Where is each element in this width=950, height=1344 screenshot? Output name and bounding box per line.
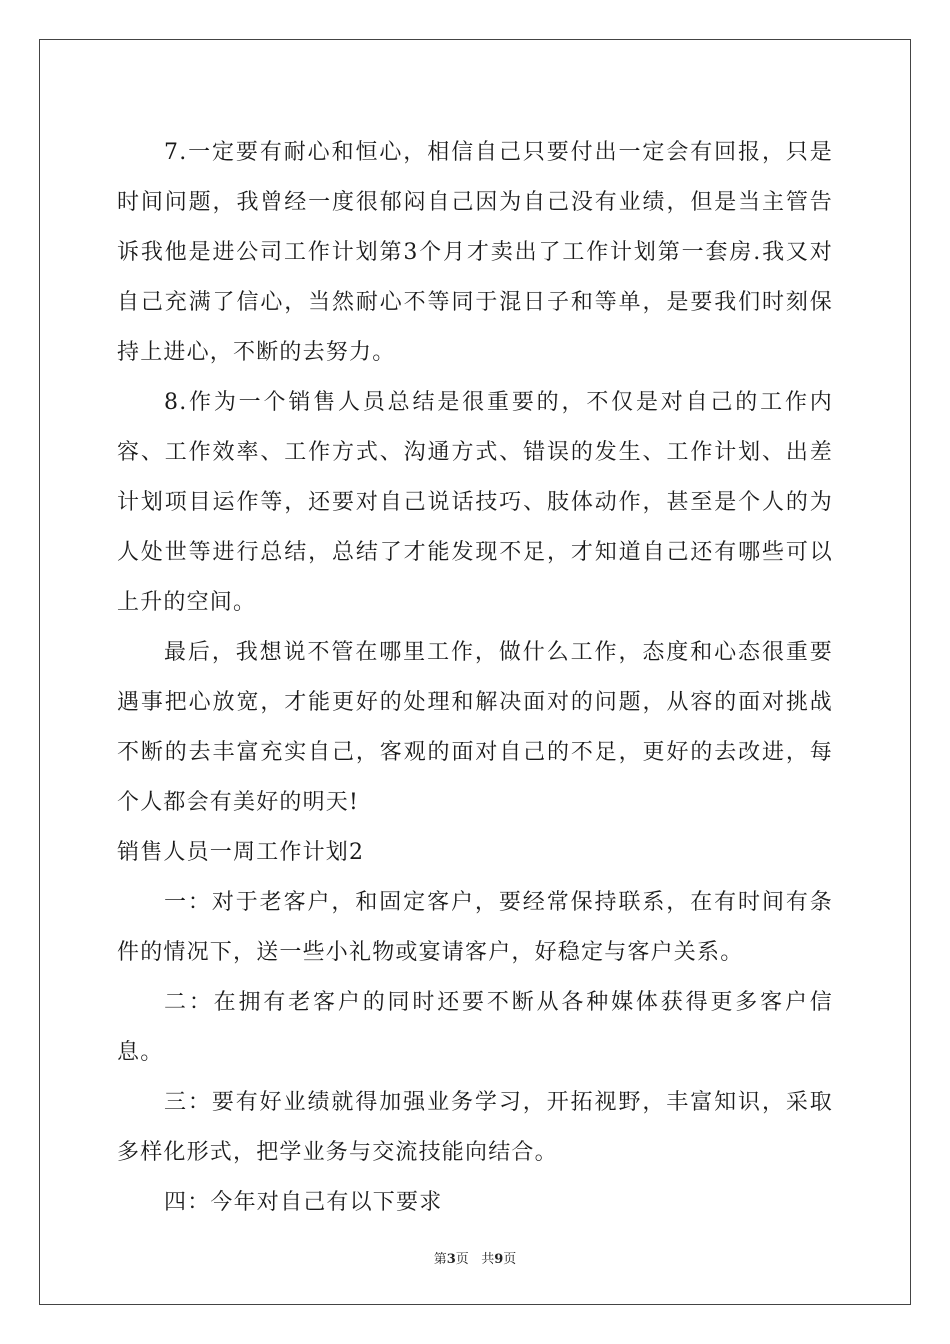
current-page-number: 3 xyxy=(446,1252,456,1267)
total-prefix: 共 xyxy=(481,1252,495,1267)
document-body xyxy=(117,128,833,1228)
paragraph-point-7: 7.一定要有耐心和恒心，相信自己只要付出一定会有回报，只是时间问题，我曾经一度很郁闷自己因为自己没有业绩，但是当主管告诉我他是进公司工作计划第3个月才卖出了工作计划第一套房.我又对自己充满了信心，当然耐心不等同于混日子和等单，是要我们时刻保持上进心，不断的去努力。 xyxy=(117,140,833,365)
page-prefix: 第 xyxy=(433,1252,447,1267)
page-suffix: 页 xyxy=(455,1252,469,1267)
paragraph-point-8: 8.作为一个销售人员总结是很重要的，不仅是对自己的工作内容、工作效率、工作方式、沟通方式、错误的发生、工作计划、出差计划项目运作等，还要对自己说话技巧、肢体动作，甚至是个人的为人处世等进行总结，总结了才能发现不足，才知道自己还有哪些可以上升的空间。 xyxy=(117,390,833,615)
paragraph-conclusion: 最后，我想说不管在哪里工作，做什么工作，态度和心态很重要遇事把心放宽，才能更好的处理和解决面对的问题，从容的面对挑战不断的去丰富充实自己，客观的面对自己的不足，更好的去改进，每个人都会有美好的明天! xyxy=(117,640,833,815)
paragraph-item-two: 二：在拥有老客户的同时还要不断从各种媒体获得更多客户信息。 xyxy=(117,990,833,1065)
total-page-number: 9 xyxy=(494,1252,504,1267)
total-suffix: 页 xyxy=(503,1252,517,1267)
paragraph-item-four: 四：今年对自己有以下要求 xyxy=(164,1190,443,1215)
section-heading: 销售人员一周工作计划2 xyxy=(117,840,365,865)
paragraph-item-one: 一：对于老客户，和固定客户，要经常保持联系，在有时间有条件的情况下，送一些小礼物或宴请客户，好稳定与客户关系。 xyxy=(117,890,833,965)
paragraph-item-three: 三：要有好业绩就得加强业务学习，开拓视野，丰富知识，采取多样化形式，把学业务与交流技能向结合。 xyxy=(117,1090,833,1165)
page-footer xyxy=(0,1248,950,1267)
